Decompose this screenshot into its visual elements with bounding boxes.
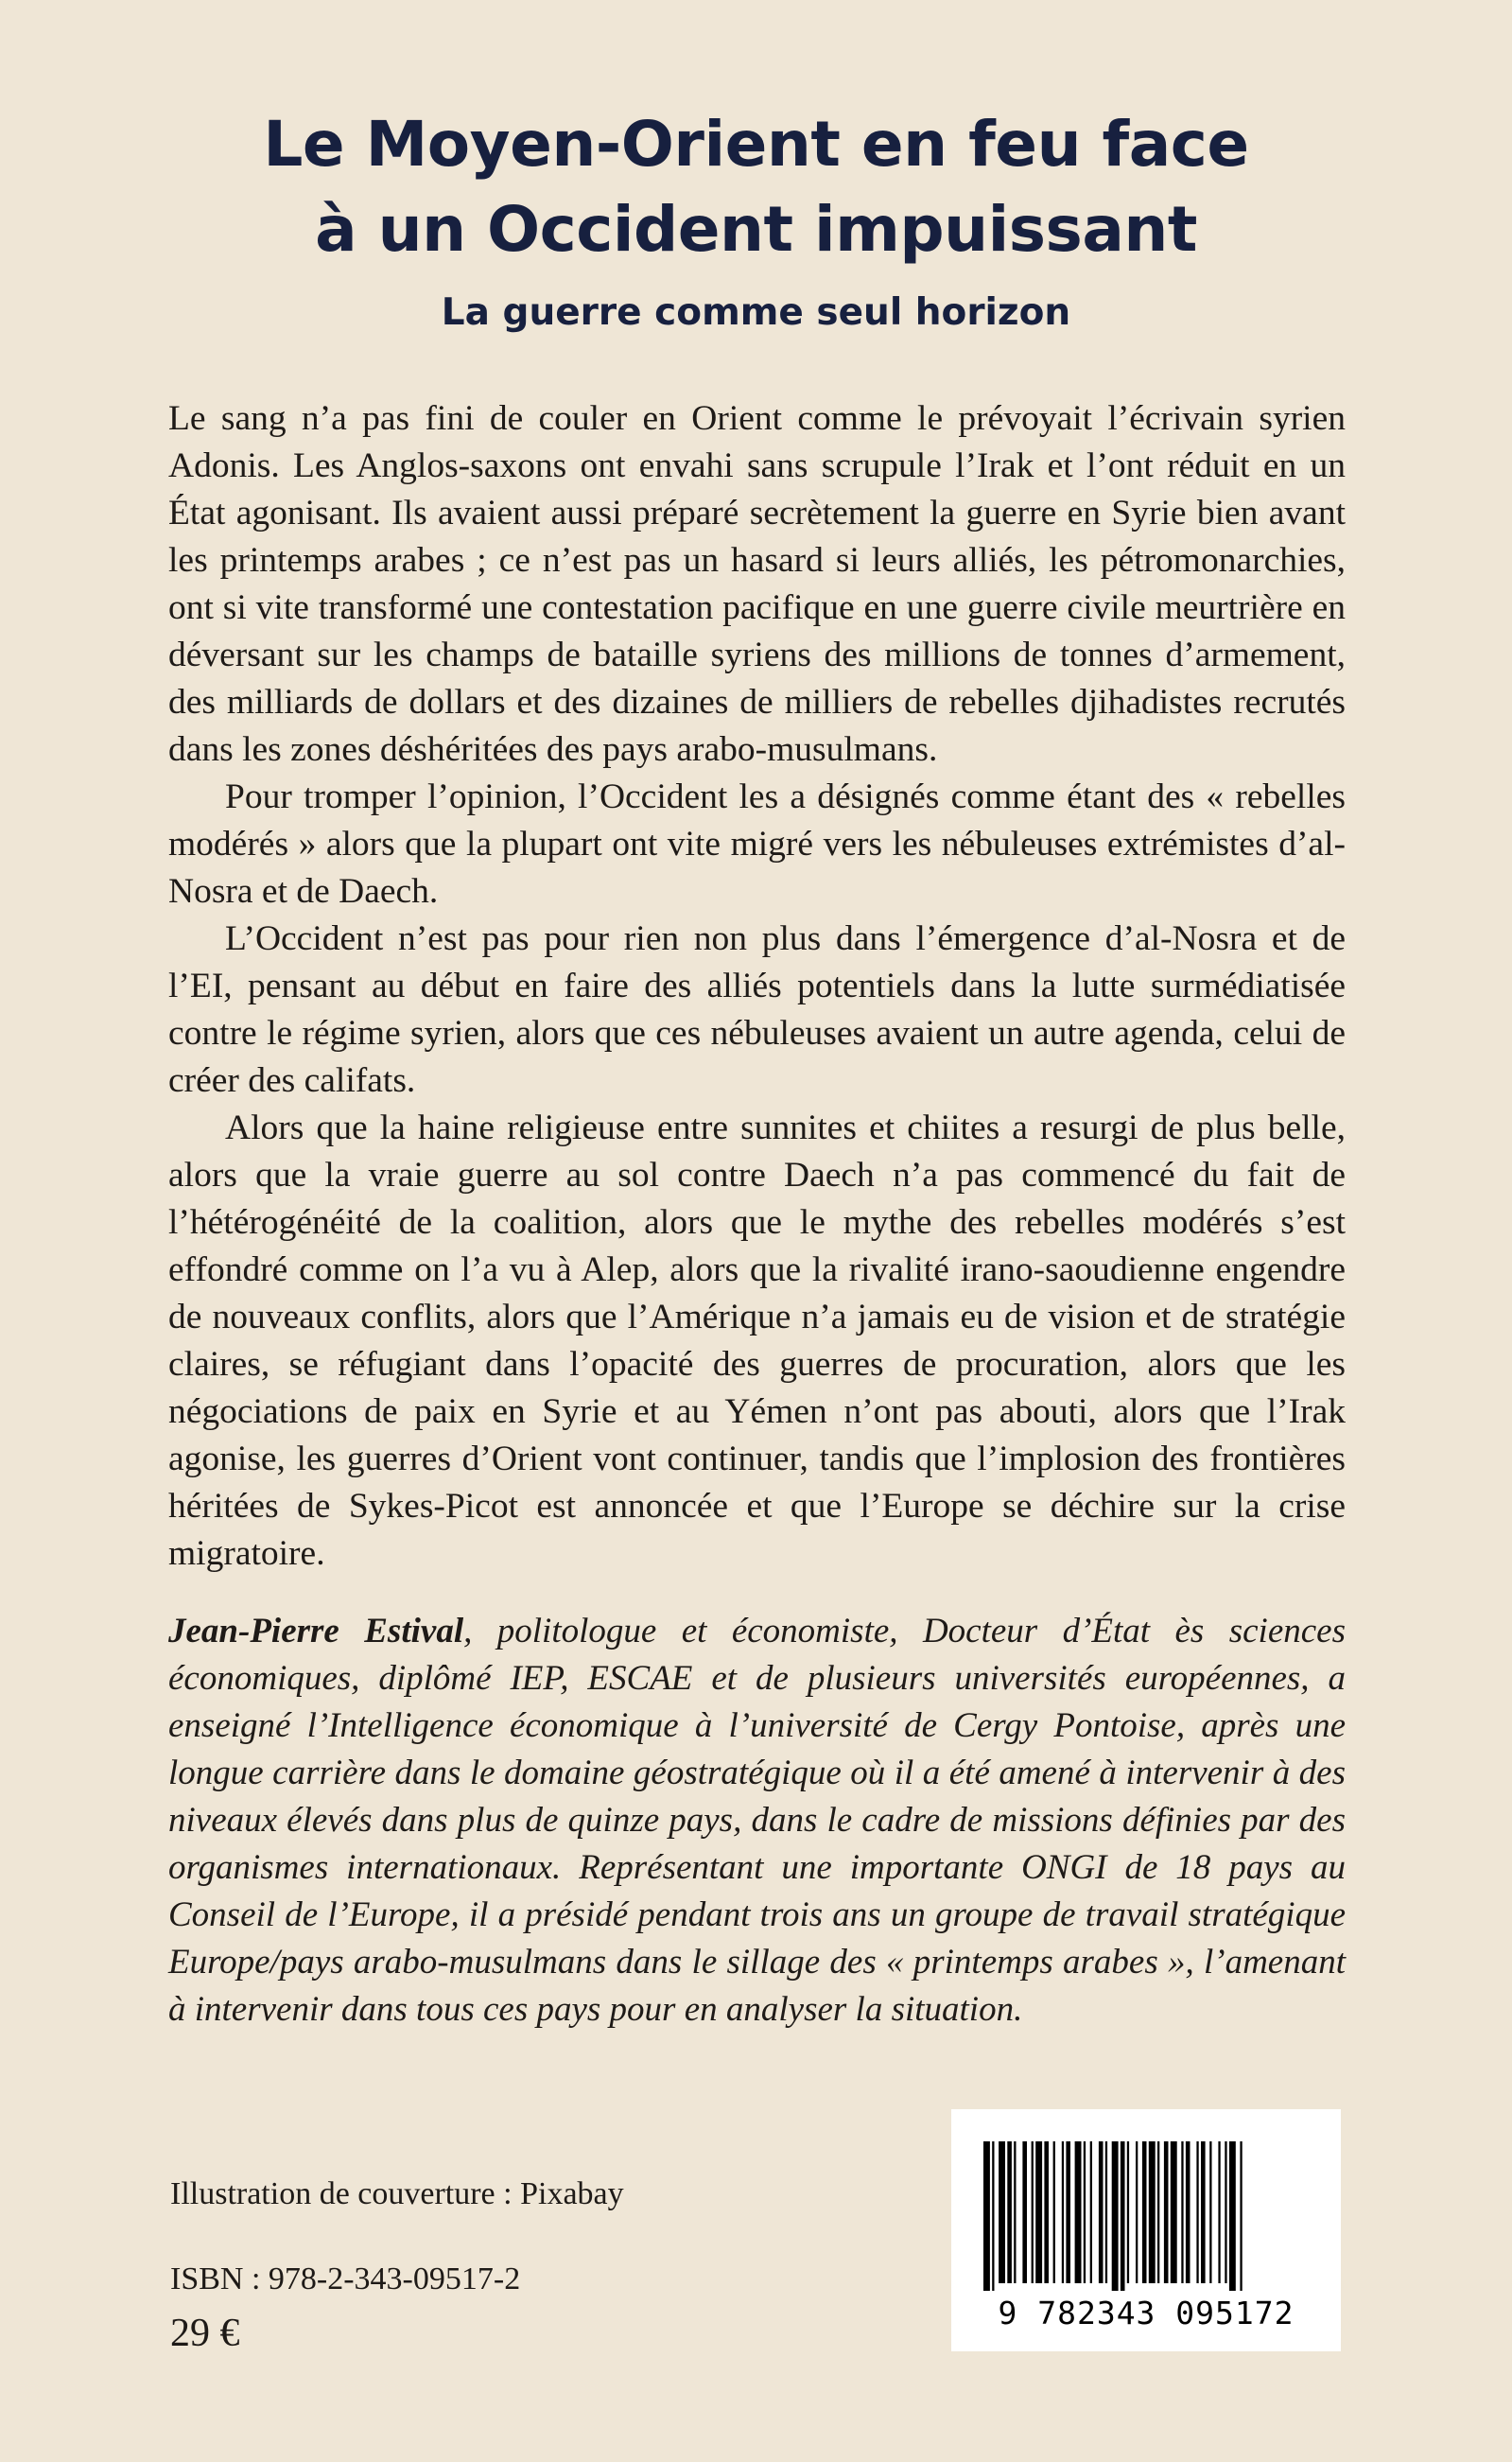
- barcode-bar: [1240, 2141, 1242, 2291]
- barcode-bar: [1044, 2141, 1049, 2283]
- barcode-bar: [1157, 2141, 1159, 2283]
- price: 29 €: [170, 2312, 240, 2355]
- barcode-bar: [1062, 2141, 1064, 2283]
- book-title-line-2: à un Occident impuissant: [315, 193, 1197, 266]
- barcode-bar: [1053, 2141, 1055, 2283]
- barcode-bar: [1136, 2141, 1138, 2283]
- barcode-bar: [1035, 2141, 1042, 2283]
- book-title-line-1: Le Moyen-Orient en feu face: [263, 108, 1249, 181]
- barcode-bar: [992, 2141, 994, 2291]
- author-bio-text: , politologue et économiste, Docteur d’État ès sciences économiques, diplômé IEP, ESCAE et de plusieurs universités européennes, a enseigné l’Intelligence économique à l’université de Cergy Pontoise, après une longue carrière dans le domaine géostratégique où il a été amené à intervenir à des niveaux élevés dans plus de quinze pays, dans le cadre de missions définies par des organismes internationaux. Représentant une importante ONGI de 18 pays au Conseil de l’Europe, il a présidé pendant trois ans un groupe de travail stratégique Europe/pays arabo-musulmans dans le sillage des « printemps arabes », l’amenant à intervenir dans tous ces pays pour en analyser la situation.: [168, 1612, 1346, 2029]
- summary-paragraph-1: Le sang n’a pas fini de couler en Orient comme le prévoyait l’écrivain syrien Adonis. Les Anglos-saxons ont envahi sans scrupule l’Irak et l’ont réduit en un État agonisant. Ils avaient aussi préparé secrètement la guerre en Syrie bien avant les printemps arabes ; ce n’est pas un hasard si leurs alliés, les pétromonarchies, ont si vite transformé une contestation pacifique en une guerre civile meurtrière en déversant sur les champs de bataille syriens des millions de tonnes d’armement, des milliards de dollars et des dizaines de milliers de rebelles djihadistes recrutés dans les zones déshéritées des pays arabo-musulmans.: [168, 399, 1346, 769]
- barcode-bar: [1112, 2141, 1119, 2291]
- barcode-bar: [1149, 2141, 1156, 2283]
- barcode-bars: [983, 2141, 1309, 2291]
- barcode-bar: [1186, 2141, 1190, 2283]
- barcode-bar: [1209, 2141, 1211, 2283]
- author-name: Jean-Pierre Estival: [168, 1612, 464, 1650]
- barcode-bar: [1075, 2141, 1082, 2283]
- barcode-bar: [1196, 2141, 1198, 2283]
- barcode-bar: [1229, 2141, 1236, 2291]
- barcode-bar: [1218, 2141, 1220, 2283]
- barcode-bar: [1127, 2141, 1129, 2283]
- barcode-bar: [1171, 2141, 1177, 2283]
- barcode-bar: [1099, 2141, 1104, 2283]
- barcode-bar: [1007, 2141, 1012, 2283]
- barcode-bar: [1022, 2141, 1027, 2283]
- barcode-bar: [1032, 2141, 1034, 2283]
- summary-paragraph-4: Alors que la haine religieuse entre sunnites et chiites a resurgi de plus belle, alors que la vraie guerre au sol contre Daech n’a pas commencé du fait de l’hétérogénéité de la coalition, alors que le mythe des rebelles modérés s’est effondré comme on l’a vu à Alep, alors que la rivalité irano-saoudienne engendre de nouveaux conflits, alors que l’Amérique n’a jamais eu de vision et de stratégie claires, se réfugiant dans l’opacité des guerres de procuration, alors que les négociations de paix en Syrie et au Yémen n’ont pas abouti, alors que l’Irak agonise, les guerres d’Orient vont continuer, tandis que l’implosion des frontières héritées de Sykes-Picot est annoncée et que l’Europe se déchire sur la crise migratoire.: [168, 1109, 1346, 1573]
- barcode-bar: [1201, 2141, 1206, 2283]
- barcode-bar: [999, 2141, 1005, 2283]
- barcode-bar: [1121, 2141, 1125, 2291]
- barcode-bar: [1090, 2141, 1092, 2283]
- barcode-bar: [1164, 2141, 1169, 2283]
- cover-illustration-credit: Illustration de couverture : Pixabay: [170, 2176, 624, 2211]
- isbn: ISBN : 978-2-343-09517-2: [170, 2261, 521, 2296]
- barcode-bar: [983, 2141, 990, 2291]
- author-bio: [168, 1608, 1346, 2034]
- barcode-bar: [1084, 2141, 1086, 2283]
- barcode: [951, 2109, 1341, 2351]
- barcode-bar: [1181, 2141, 1183, 2283]
- book-title: [0, 102, 1512, 272]
- barcode-bar: [1105, 2141, 1107, 2283]
- barcode-bar: [1225, 2141, 1226, 2283]
- summary-text: [168, 395, 1346, 1578]
- barcode-digits: 9 782343 095172: [998, 2295, 1295, 2331]
- barcode-bar: [1014, 2141, 1016, 2283]
- book-subtitle: La guerre comme seul horizon: [441, 291, 1071, 334]
- barcode-bar: [1066, 2141, 1070, 2283]
- summary-paragraph-3: L’Occident n’est pas pour rien non plus dans l’émergence d’al-Nosra et de l’EI, pensant au début en faire des alliés potentiels dans la lutte surmédiatisée contre le régime syrien, alors que ces nébuleuses avaient un autre agenda, celui de créer des califats.: [168, 919, 1346, 1100]
- barcode-bar: [1142, 2141, 1147, 2283]
- summary-paragraph-2: Pour tromper l’opinion, l’Occident les a désignés comme étant des « rebelles modérés » alors que la plupart ont vite migré vers les nébuleuses extrémistes d’al-Nosra et de Daech.: [168, 777, 1346, 911]
